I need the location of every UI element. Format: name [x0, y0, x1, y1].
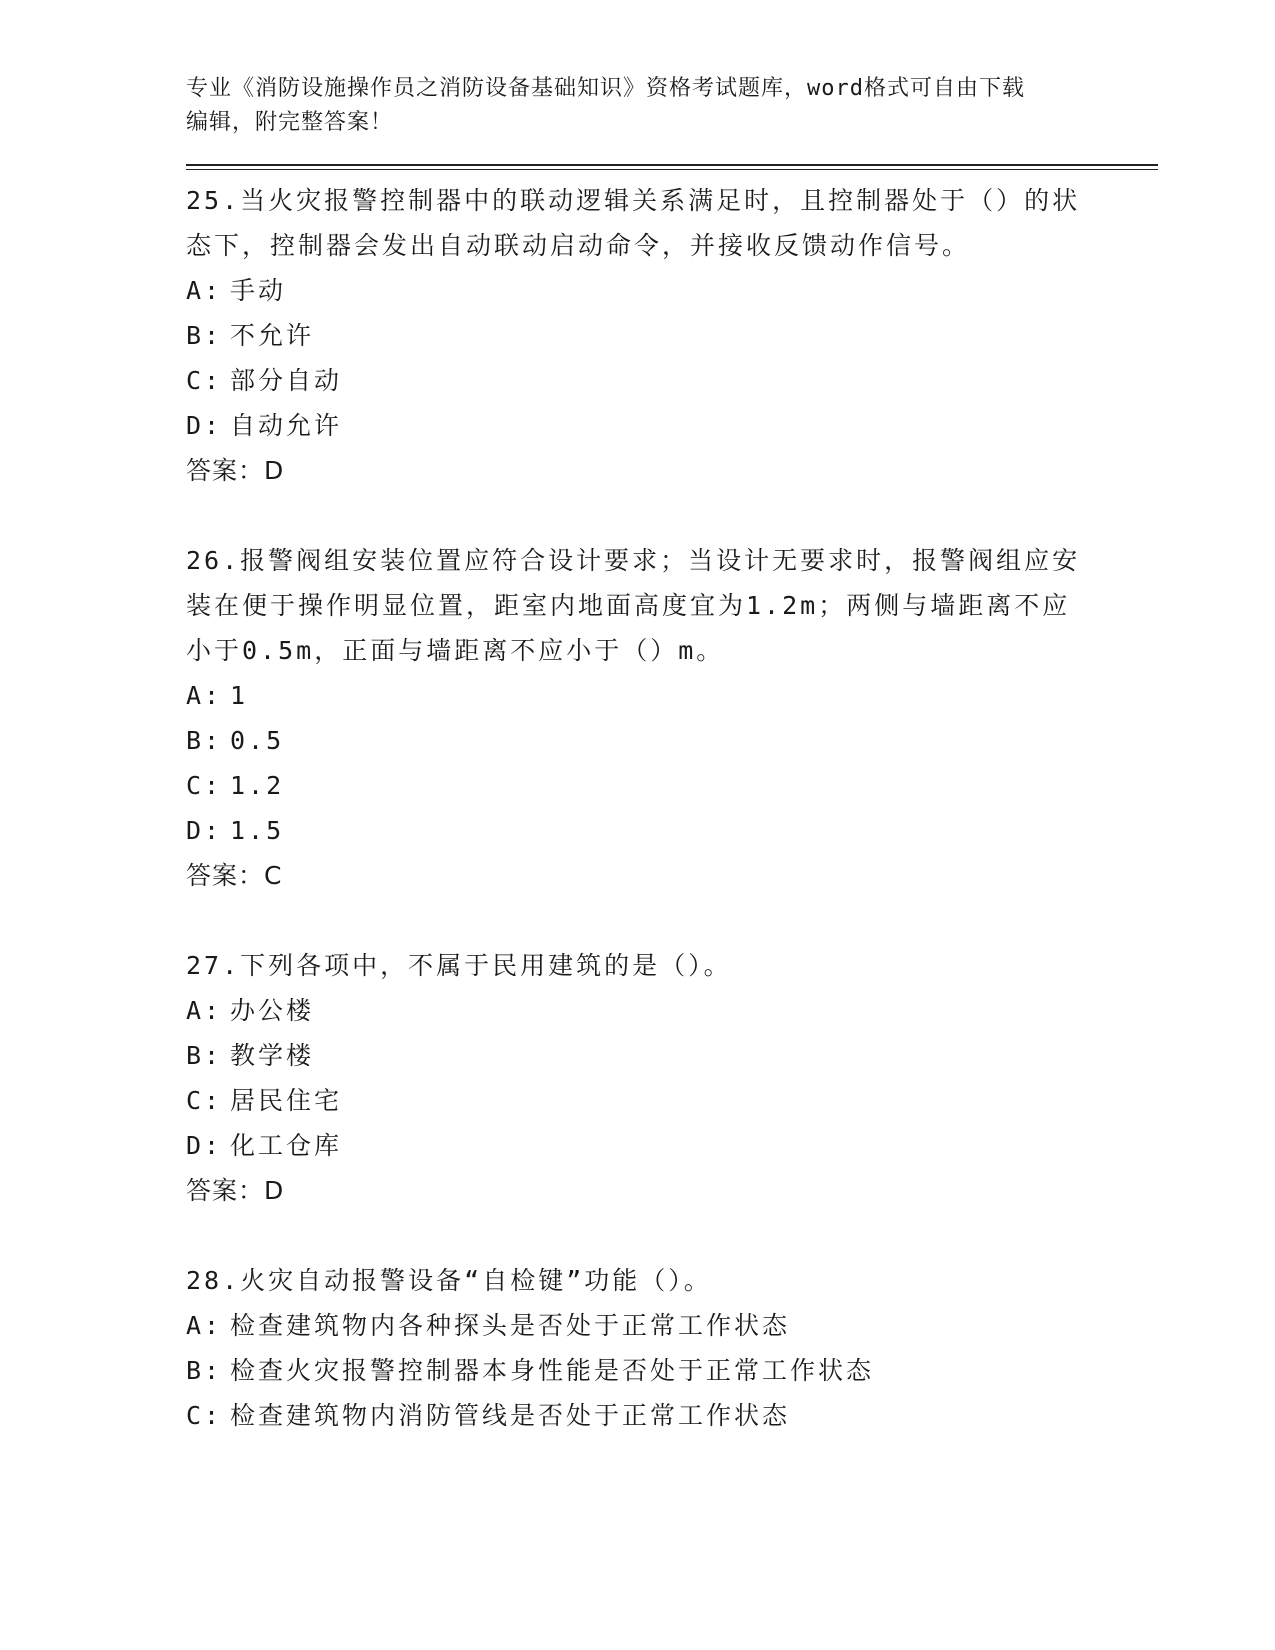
option-text: 检查火灾报警控制器本身性能是否处于正常工作状态	[230, 1356, 875, 1385]
option-text: 教学楼	[230, 1041, 315, 1070]
option-a	[186, 988, 1158, 1033]
option-text: 检查建筑物内消防管线是否处于正常工作状态	[230, 1401, 791, 1430]
document-page	[186, 72, 1158, 1482]
question-stem: 27.下列各项中，不属于民用建筑的是（）。	[186, 951, 732, 980]
header-divider	[186, 164, 1158, 170]
option-letter: B:	[186, 1041, 223, 1070]
option-a	[186, 673, 1158, 718]
option-b	[186, 1033, 1158, 1078]
option-letter: C:	[186, 1086, 223, 1115]
option-letter: C:	[186, 1401, 223, 1430]
option-letter: C:	[186, 366, 223, 395]
option-text: 手动	[230, 276, 287, 305]
option-text: 1.2	[230, 771, 285, 800]
question-28	[186, 1258, 1158, 1438]
option-text: 自动允许	[230, 411, 343, 440]
option-letter: D:	[186, 816, 223, 845]
option-text: 部分自动	[230, 366, 343, 395]
option-text: 办公楼	[230, 996, 315, 1025]
question-stem: 28.火灾自动报警设备“自检键”功能（）。	[186, 1266, 712, 1295]
option-a	[186, 1303, 1158, 1348]
question-stem: 26.报警阀组安装位置应符合设计要求；当设计无要求时，报警阀组应安装在便于操作明显位置，距室内地面高度宜为1.2m；两侧与墙距离不应小于0.5m，正面与墙距离不应小于（）m。	[186, 546, 1081, 665]
option-text: 0.5	[230, 726, 285, 755]
option-text: 1.5	[230, 816, 285, 845]
option-letter: A:	[186, 276, 223, 305]
option-letter: B:	[186, 726, 223, 755]
option-letter: B:	[186, 1356, 223, 1385]
option-text: 居民住宅	[230, 1086, 343, 1115]
option-c	[186, 358, 1158, 403]
question-stem: 25.当火灾报警控制器中的联动逻辑关系满足时，且控制器处于（）的状态下，控制器会发出自动联动启动命令，并接收反馈动作信号。	[186, 186, 1081, 260]
answer-label: 答案：C	[186, 861, 283, 890]
option-d	[186, 1123, 1158, 1168]
option-letter: A:	[186, 681, 223, 710]
question-26	[186, 538, 1158, 899]
option-c	[186, 763, 1158, 808]
option-c	[186, 1078, 1158, 1123]
question-25	[186, 178, 1158, 494]
answer-label: 答案：D	[186, 456, 285, 485]
option-c	[186, 1393, 1158, 1438]
option-a	[186, 268, 1158, 313]
option-text: 不允许	[230, 321, 315, 350]
option-b	[186, 313, 1158, 358]
option-b	[186, 1348, 1158, 1393]
option-letter: D:	[186, 1131, 223, 1160]
option-b	[186, 718, 1158, 763]
option-d	[186, 808, 1158, 853]
option-text: 1	[230, 681, 249, 710]
document-header: 专业《消防设施操作员之消防设备基础知识》资格考试题库，word格式可自由下载编辑，附完整答案！	[186, 76, 1025, 135]
question-27	[186, 943, 1158, 1214]
option-d	[186, 403, 1158, 448]
option-letter: D:	[186, 411, 223, 440]
option-letter: C:	[186, 771, 223, 800]
option-letter: A:	[186, 996, 223, 1025]
option-letter: A:	[186, 1311, 223, 1340]
question-list	[186, 178, 1158, 1438]
answer-label: 答案：D	[186, 1176, 285, 1205]
option-text: 检查建筑物内各种探头是否处于正常工作状态	[230, 1311, 791, 1340]
option-letter: B:	[186, 321, 223, 350]
option-text: 化工仓库	[230, 1131, 343, 1160]
